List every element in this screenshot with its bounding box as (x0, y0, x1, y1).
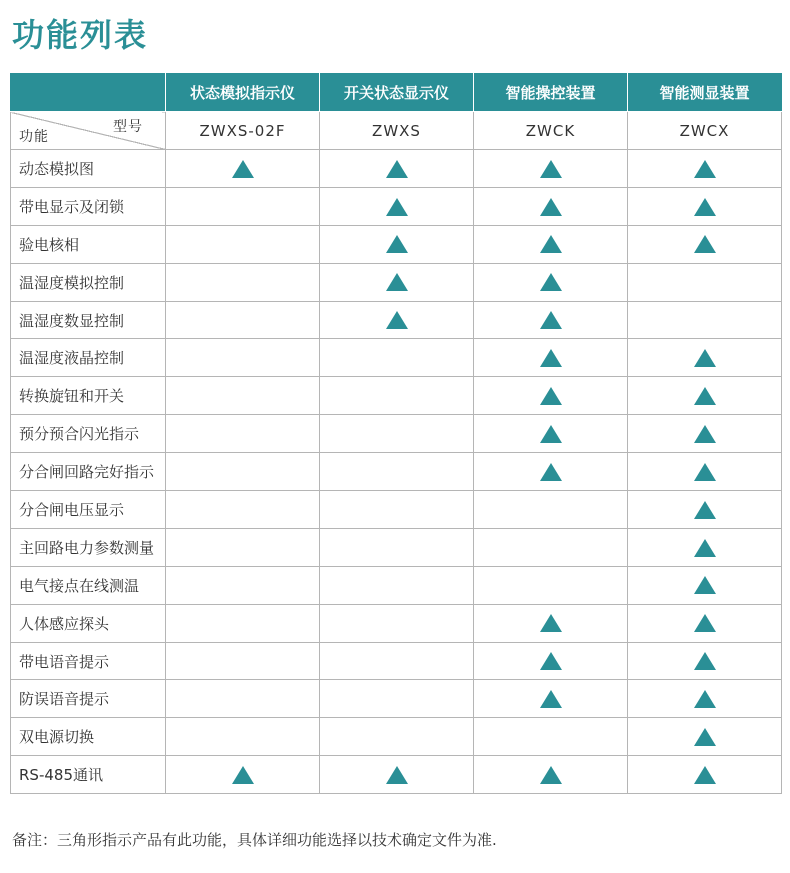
feature-cell (628, 225, 782, 263)
feature-cell (166, 150, 320, 188)
model-cell: ZWCK (474, 112, 628, 150)
feature-cell (320, 642, 474, 680)
model-row (11, 112, 782, 150)
feature-cell (320, 680, 474, 718)
feature-cell (320, 718, 474, 756)
triangle-icon (540, 463, 562, 481)
footnote: 备注：三角形指示产品有此功能，具体详细功能选择以技术确定文件为准. (12, 831, 497, 849)
triangle-icon (386, 273, 408, 291)
feature-cell (320, 187, 474, 225)
feature-cell (628, 566, 782, 604)
triangle-icon (694, 425, 716, 443)
table-row (11, 187, 782, 225)
table-row (11, 377, 782, 415)
function-table (10, 73, 782, 794)
function-name: 温湿度数显控制 (11, 301, 166, 339)
table-row (11, 680, 782, 718)
model-cell: ZWXS (320, 112, 474, 150)
feature-cell (474, 263, 628, 301)
feature-cell (166, 415, 320, 453)
header-column: 智能操控装置 (474, 74, 628, 112)
function-name: 分合闸回路完好指示 (11, 453, 166, 491)
triangle-icon (540, 160, 562, 178)
function-name: 转换旋钮和开关 (11, 377, 166, 415)
table-row (11, 566, 782, 604)
feature-cell (320, 453, 474, 491)
table-row (11, 339, 782, 377)
triangle-icon (694, 652, 716, 670)
triangle-icon (694, 387, 716, 405)
feature-cell (628, 377, 782, 415)
feature-cell (166, 377, 320, 415)
feature-cell (166, 642, 320, 680)
model-cell: ZWXS-02F (166, 112, 320, 150)
function-name: 电气接点在线测温 (11, 566, 166, 604)
triangle-icon (386, 160, 408, 178)
triangle-icon (540, 614, 562, 632)
function-name: 防误语音提示 (11, 680, 166, 718)
triangle-icon (540, 387, 562, 405)
corner-label-model: 型号 (113, 119, 143, 135)
feature-cell (628, 339, 782, 377)
feature-cell (474, 491, 628, 529)
feature-cell (166, 604, 320, 642)
table-row (11, 301, 782, 339)
feature-cell (166, 718, 320, 756)
model-cell: ZWCX (628, 112, 782, 150)
feature-cell (474, 680, 628, 718)
triangle-icon (540, 690, 562, 708)
feature-cell (320, 528, 474, 566)
feature-cell (628, 491, 782, 529)
table-row (11, 263, 782, 301)
feature-cell (320, 377, 474, 415)
triangle-icon (232, 160, 254, 178)
function-name: 预分预合闪光指示 (11, 415, 166, 453)
feature-cell (320, 604, 474, 642)
feature-cell (320, 339, 474, 377)
feature-cell (320, 263, 474, 301)
feature-cell (166, 453, 320, 491)
feature-cell (474, 187, 628, 225)
feature-cell (474, 718, 628, 756)
triangle-icon (540, 349, 562, 367)
triangle-icon (232, 766, 254, 784)
triangle-icon (540, 198, 562, 216)
feature-cell (628, 150, 782, 188)
feature-cell (320, 566, 474, 604)
feature-cell (166, 263, 320, 301)
diagonal-header-cell (11, 112, 166, 150)
page-title: 功能列表 (12, 16, 149, 54)
triangle-icon (540, 766, 562, 784)
triangle-icon (540, 311, 562, 329)
feature-cell (628, 187, 782, 225)
feature-cell (320, 415, 474, 453)
function-name: 主回路电力参数测量 (11, 528, 166, 566)
triangle-icon (540, 652, 562, 670)
corner-label-function: 功能 (19, 129, 49, 145)
feature-cell (628, 453, 782, 491)
feature-cell (474, 642, 628, 680)
feature-cell (628, 642, 782, 680)
table-row (11, 491, 782, 529)
triangle-icon (386, 311, 408, 329)
feature-cell (166, 187, 320, 225)
triangle-icon (540, 235, 562, 253)
feature-cell (474, 566, 628, 604)
triangle-icon (694, 576, 716, 594)
triangle-icon (540, 425, 562, 443)
table-row (11, 718, 782, 756)
feature-cell (320, 150, 474, 188)
table-row (11, 604, 782, 642)
feature-cell (320, 225, 474, 263)
feature-cell (628, 718, 782, 756)
header-corner-cell (11, 74, 166, 112)
triangle-icon (694, 501, 716, 519)
function-name: 温湿度液晶控制 (11, 339, 166, 377)
feature-cell (474, 301, 628, 339)
feature-cell (166, 225, 320, 263)
function-name: 分合闸电压显示 (11, 491, 166, 529)
triangle-icon (694, 690, 716, 708)
function-name: 温湿度模拟控制 (11, 263, 166, 301)
feature-cell (320, 756, 474, 794)
triangle-icon (694, 198, 716, 216)
table-row (11, 453, 782, 491)
feature-cell (166, 339, 320, 377)
header-column: 状态模拟指示仪 (166, 74, 320, 112)
triangle-icon (386, 766, 408, 784)
feature-cell (628, 301, 782, 339)
function-name: 验电核相 (11, 225, 166, 263)
feature-cell (474, 339, 628, 377)
header-column: 智能测显装置 (628, 74, 782, 112)
feature-cell (474, 453, 628, 491)
function-name: 双电源切换 (11, 718, 166, 756)
feature-cell (474, 377, 628, 415)
table-row (11, 642, 782, 680)
function-name: 带电语音提示 (11, 642, 166, 680)
triangle-icon (694, 349, 716, 367)
triangle-icon (694, 160, 716, 178)
function-name: 人体感应探头 (11, 604, 166, 642)
table-row (11, 415, 782, 453)
table-row (11, 756, 782, 794)
table-row (11, 150, 782, 188)
table-row (11, 225, 782, 263)
feature-cell (320, 301, 474, 339)
triangle-icon (386, 198, 408, 216)
function-name: 动态模拟图 (11, 150, 166, 188)
triangle-icon (540, 273, 562, 291)
feature-cell (474, 415, 628, 453)
triangle-icon (694, 766, 716, 784)
header-column: 开关状态显示仪 (320, 74, 474, 112)
triangle-icon (694, 614, 716, 632)
feature-cell (628, 415, 782, 453)
table-body (11, 150, 782, 794)
triangle-icon (694, 539, 716, 557)
feature-cell (474, 528, 628, 566)
triangle-icon (694, 728, 716, 746)
triangle-icon (694, 235, 716, 253)
function-name: 带电显示及闭锁 (11, 187, 166, 225)
feature-cell (166, 491, 320, 529)
feature-cell (166, 528, 320, 566)
feature-cell (474, 150, 628, 188)
feature-cell (474, 225, 628, 263)
table-row (11, 528, 782, 566)
feature-cell (166, 566, 320, 604)
function-name: RS-485通讯 (11, 756, 166, 794)
feature-cell (166, 301, 320, 339)
feature-cell (166, 680, 320, 718)
feature-cell (628, 604, 782, 642)
table-header-row (11, 74, 782, 112)
feature-cell (628, 680, 782, 718)
feature-cell (628, 528, 782, 566)
triangle-icon (694, 463, 716, 481)
feature-cell (166, 756, 320, 794)
triangle-icon (386, 235, 408, 253)
feature-cell (320, 491, 474, 529)
feature-cell (628, 756, 782, 794)
feature-cell (628, 263, 782, 301)
feature-cell (474, 604, 628, 642)
feature-cell (474, 756, 628, 794)
